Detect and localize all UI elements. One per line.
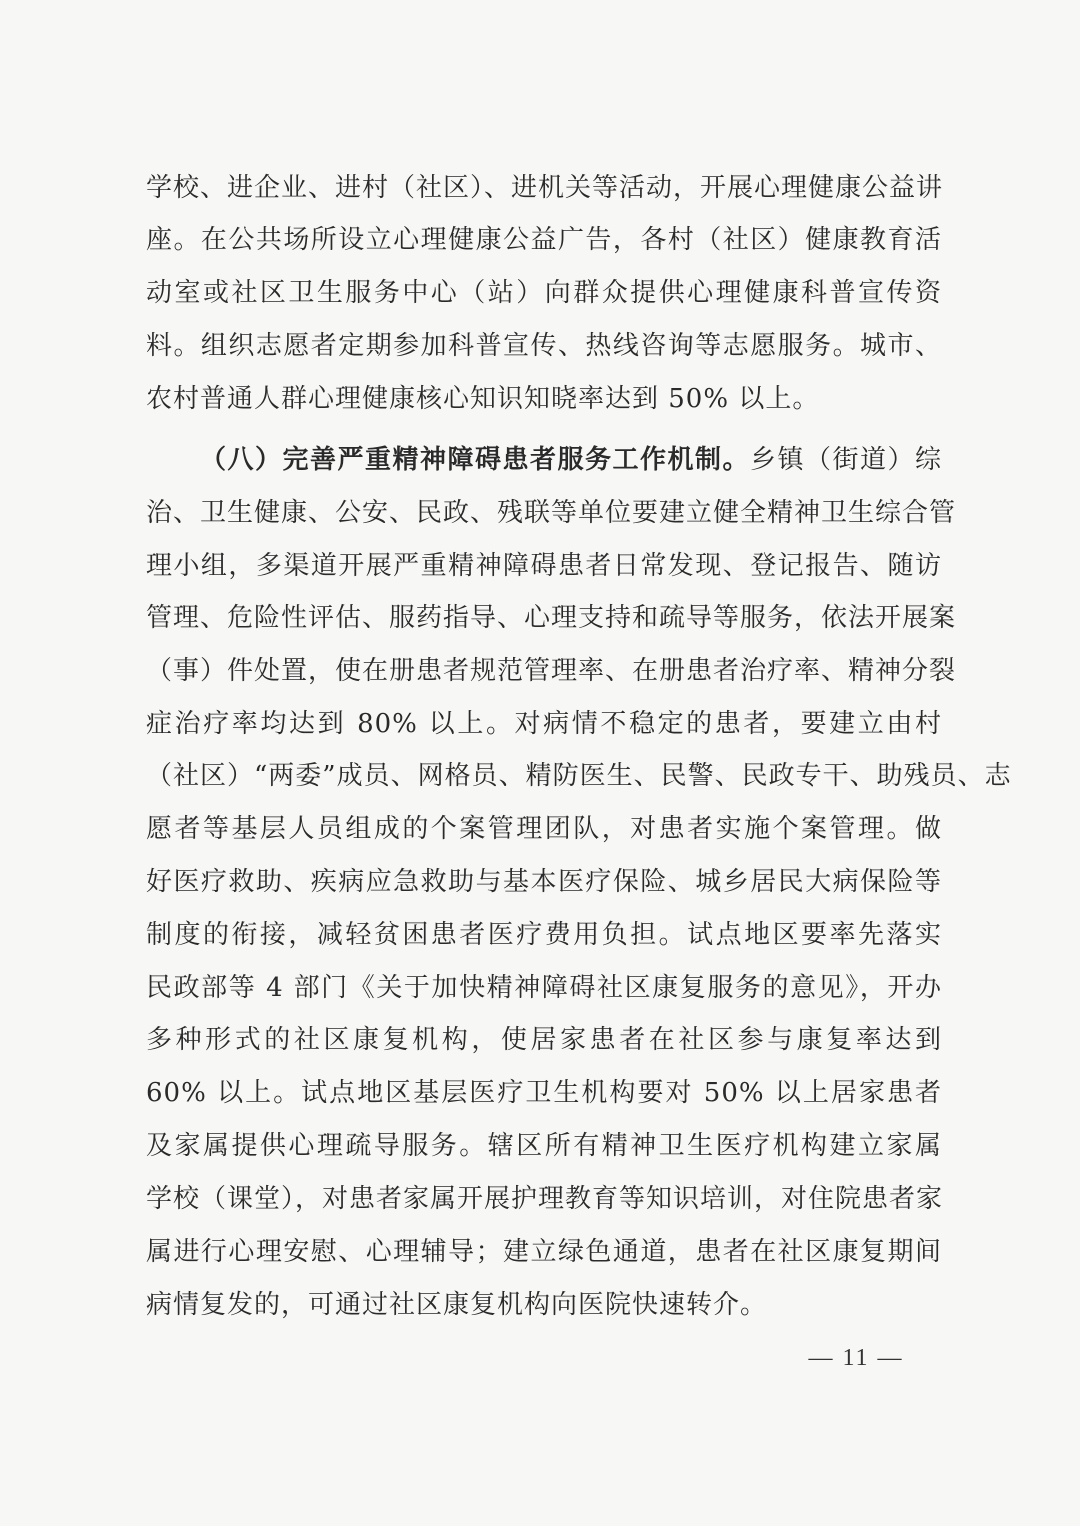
- paragraph-2-line-3: 理小组，多渠道开展严重精神障碍患者日常发现、登记报告、随访: [146, 551, 942, 581]
- paragraph-1-line-1: 学校、进企业、进村（社区）、进机关等活动，开展心理健康公益讲: [146, 173, 944, 203]
- paragraph-2-line-7: （社区）“两委”成员、网格员、精防医生、民警、民政专干、助残员、志: [146, 761, 1012, 791]
- paragraph-1-line-2: 座。在公共场所设立心理健康公益广告，各村（社区）健康教育活: [146, 225, 942, 255]
- page-number: — 11 —: [808, 1345, 904, 1371]
- paragraph-2-line-17: 病情复发的，可通过社区康复机构向医院快速转介。: [146, 1290, 768, 1320]
- paragraph-2-line-8: 愿者等基层人员组成的个案管理团队，对患者实施个案管理。做: [146, 814, 942, 844]
- paragraph-2-line-2: 治、卫生健康、公安、民政、残联等单位要建立健全精神卫生综合管: [146, 498, 957, 528]
- section-heading: （八）完善严重精神障碍患者服务工作机制。: [200, 445, 750, 475]
- paragraph-2-first-line: [200, 440, 942, 480]
- paragraph-1-line-3: 动室或社区卫生服务中心（站）向群众提供心理健康科普宣传资: [146, 278, 942, 308]
- paragraph-2-line-4: 管理、危险性评估、服药指导、心理支持和疏导等服务，依法开展案: [146, 603, 957, 633]
- paragraph-2-line-12: 多种形式的社区康复机构，使居家患者在社区参与康复率达到: [146, 1025, 942, 1055]
- paragraph-2-line-6: 症治疗率均达到 80% 以上。对病情不稳定的患者，要建立由村: [146, 709, 942, 739]
- paragraph-2-first-line-rest: 乡镇（街道）综: [749, 445, 942, 475]
- paragraph-2-line-15: 学校（课堂），对患者家属开展护理教育等知识培训，对住院患者家: [146, 1184, 944, 1214]
- paragraph-2-line-5: （事）件处置，使在册患者规范管理率、在册患者治疗率、精神分裂: [146, 656, 957, 686]
- paragraph-2-line-9: 好医疗救助、疾病应急救助与基本医疗保险、城乡居民大病保险等: [146, 867, 942, 897]
- paragraph-2-line-14: 及家属提供心理疏导服务。辖区所有精神卫生医疗机构建立家属: [146, 1131, 942, 1161]
- paragraph-2-line-16: 属进行心理安慰、心理辅导；建立绿色通道，患者在社区康复期间: [146, 1237, 942, 1267]
- paragraph-2-line-10: 制度的衔接，减轻贫困患者医疗费用负担。试点地区要率先落实: [146, 920, 942, 950]
- paragraph-1-line-5: 农村普通人群心理健康核心知识知晓率达到 50% 以上。: [146, 384, 820, 414]
- paragraph-1-line-4: 料。组织志愿者定期参加科普宣传、热线咨询等志愿服务。城市、: [146, 331, 942, 361]
- paragraph-2-line-11: 民政部等 4 部门《关于加快精神障碍社区康复服务的意见》，开办: [146, 973, 942, 1003]
- paragraph-2-line-13: 60% 以上。试点地区基层医疗卫生机构要对 50% 以上居家患者: [146, 1078, 942, 1108]
